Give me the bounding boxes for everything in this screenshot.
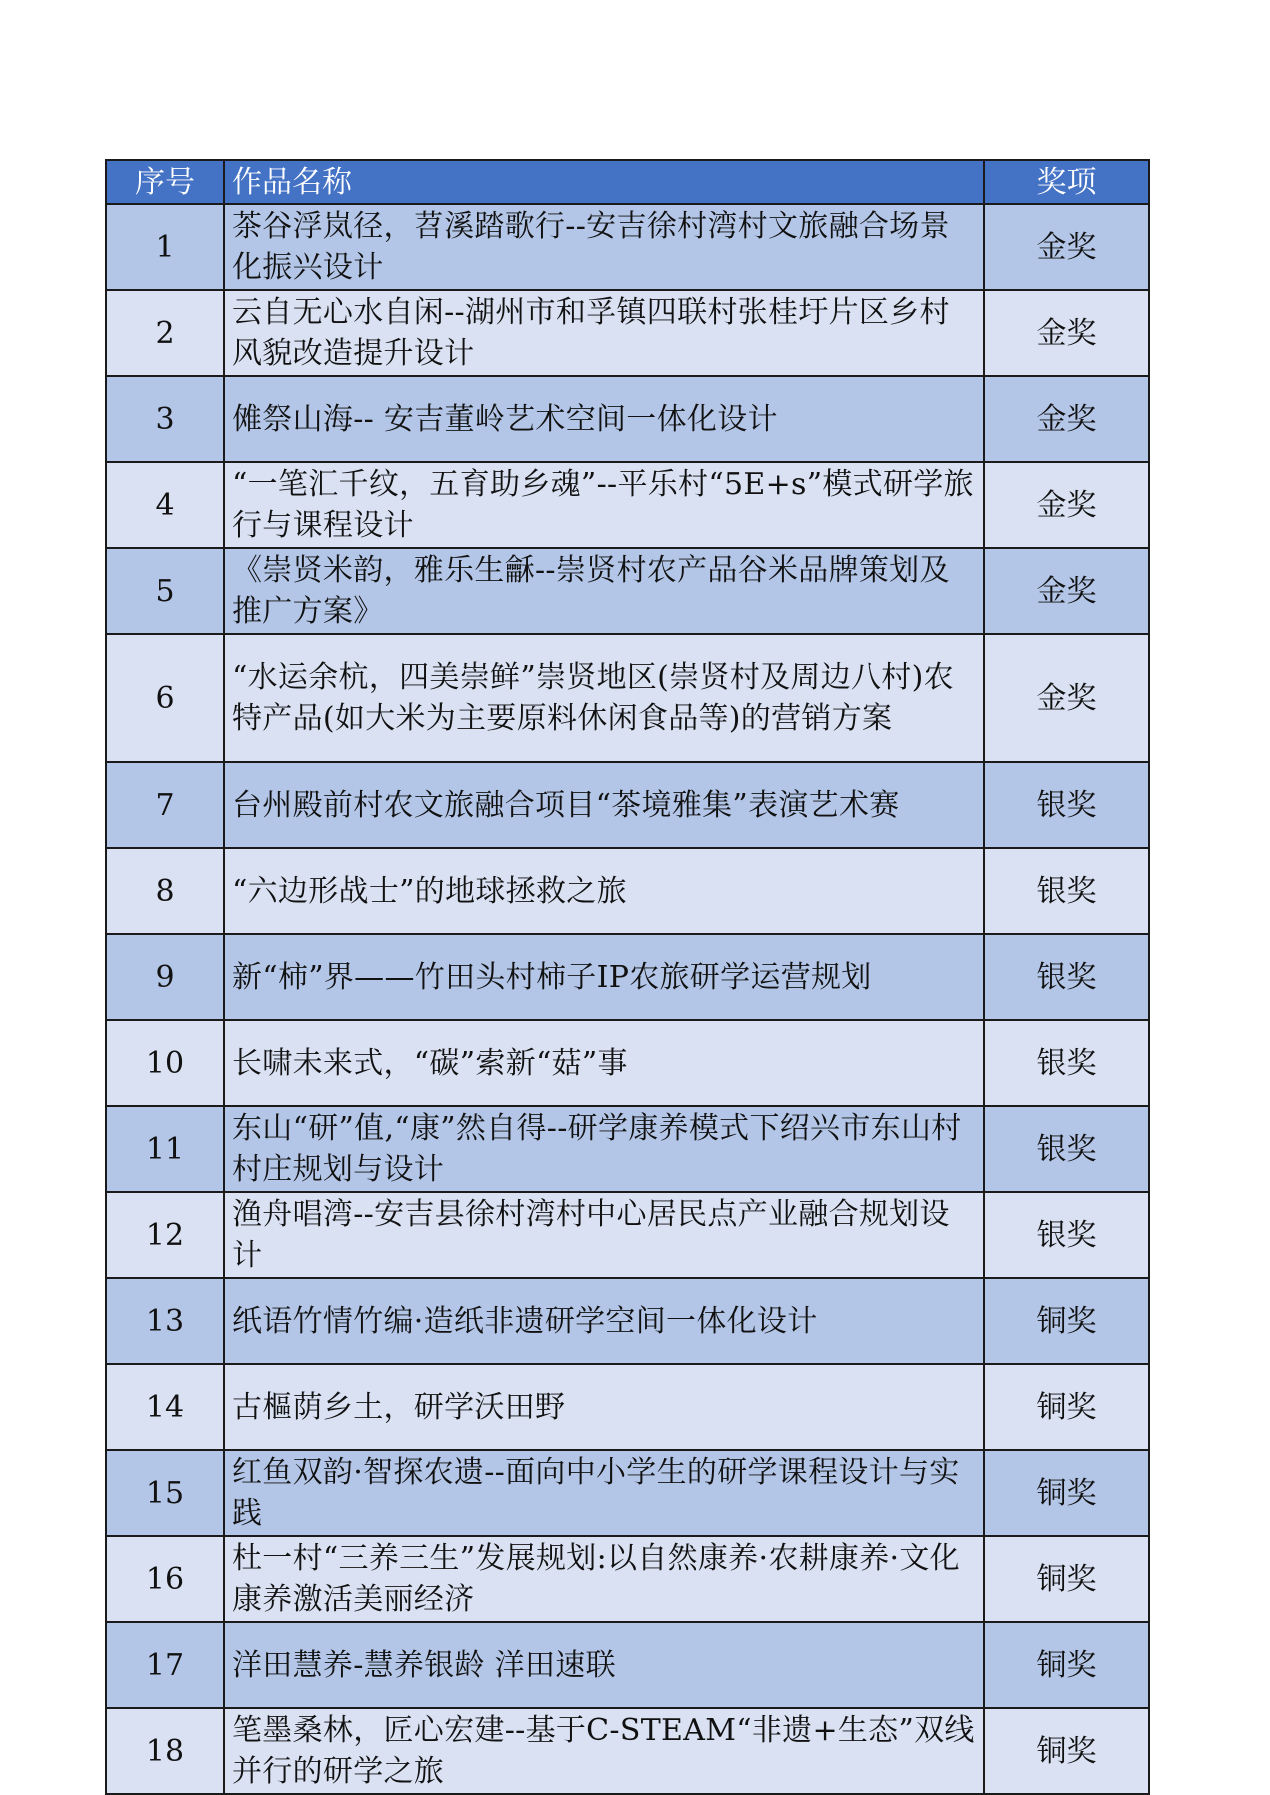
header-num: 序号 bbox=[106, 160, 224, 204]
table-row bbox=[106, 1536, 1149, 1622]
row-award: 铜奖 bbox=[984, 1622, 1149, 1708]
table-row bbox=[106, 1192, 1149, 1278]
row-title: 纸语竹情竹编·造纸非遗研学空间一体化设计 bbox=[224, 1278, 984, 1364]
row-title: 红鱼双韵·智探农遗--面向中小学生的研学课程设计与实践 bbox=[224, 1450, 984, 1536]
table-row bbox=[106, 376, 1149, 462]
row-num: 10 bbox=[106, 1020, 224, 1106]
row-num: 6 bbox=[106, 634, 224, 762]
awards-table bbox=[105, 159, 1150, 1795]
header-row bbox=[106, 160, 1149, 204]
row-num: 8 bbox=[106, 848, 224, 934]
table-row bbox=[106, 1020, 1149, 1106]
row-award: 铜奖 bbox=[984, 1450, 1149, 1536]
row-award: 银奖 bbox=[984, 934, 1149, 1020]
row-title: 茶谷浮岚径，苕溪踏歌行--安吉徐村湾村文旅融合场景化振兴设计 bbox=[224, 204, 984, 290]
row-title: 东山“研”值,“康”然自得--研学康养模式下绍兴市东山村村庄规划与设计 bbox=[224, 1106, 984, 1192]
row-num: 12 bbox=[106, 1192, 224, 1278]
row-award: 银奖 bbox=[984, 1106, 1149, 1192]
row-award: 银奖 bbox=[984, 1192, 1149, 1278]
row-award: 银奖 bbox=[984, 848, 1149, 934]
row-title: 《崇贤米韵，雅乐生龢--崇贤村农产品谷米品牌策划及推广方案》 bbox=[224, 548, 984, 634]
row-num: 5 bbox=[106, 548, 224, 634]
table-row bbox=[106, 548, 1149, 634]
row-num: 13 bbox=[106, 1278, 224, 1364]
row-award: 铜奖 bbox=[984, 1708, 1149, 1794]
table-row bbox=[106, 462, 1149, 548]
table-row bbox=[106, 204, 1149, 290]
row-title: 笔墨桑林，匠心宏建--基于C-STEAM“非遗+生态”双线并行的研学之旅 bbox=[224, 1708, 984, 1794]
row-award: 银奖 bbox=[984, 1020, 1149, 1106]
table-row bbox=[106, 1622, 1149, 1708]
header-title: 作品名称 bbox=[224, 160, 984, 204]
row-award: 金奖 bbox=[984, 204, 1149, 290]
row-num: 17 bbox=[106, 1622, 224, 1708]
row-title: “水运余杭，四美崇鲜”崇贤地区(崇贤村及周边八村)农特产品(如大米为主要原料休闲食品等)的营销方案 bbox=[224, 634, 984, 762]
table-row bbox=[106, 1278, 1149, 1364]
row-title: 新“柿”界——竹田头村柿子IP农旅研学运营规划 bbox=[224, 934, 984, 1020]
row-title: 杜一村“三养三生”发展规划:以自然康养·农耕康养·文化康养激活美丽经济 bbox=[224, 1536, 984, 1622]
row-num: 4 bbox=[106, 462, 224, 548]
row-title: 长啸未来式，“碳”索新“菇”事 bbox=[224, 1020, 984, 1106]
table-row bbox=[106, 634, 1149, 762]
table-row bbox=[106, 934, 1149, 1020]
row-award: 铜奖 bbox=[984, 1364, 1149, 1450]
table-row bbox=[106, 1106, 1149, 1192]
table-row bbox=[106, 290, 1149, 376]
row-num: 1 bbox=[106, 204, 224, 290]
row-title: 渔舟唱湾--安吉县徐村湾村中心居民点产业融合规划设计 bbox=[224, 1192, 984, 1278]
row-award: 银奖 bbox=[984, 762, 1149, 848]
row-num: 2 bbox=[106, 290, 224, 376]
header-award: 奖项 bbox=[984, 160, 1149, 204]
row-num: 3 bbox=[106, 376, 224, 462]
row-award: 铜奖 bbox=[984, 1536, 1149, 1622]
row-title: 洋田慧养-慧养银龄 洋田速联 bbox=[224, 1622, 984, 1708]
row-title: 台州殿前村农文旅融合项目“茶境雅集”表演艺术赛 bbox=[224, 762, 984, 848]
table-row bbox=[106, 848, 1149, 934]
table-row bbox=[106, 1364, 1149, 1450]
row-num: 7 bbox=[106, 762, 224, 848]
row-award: 金奖 bbox=[984, 462, 1149, 548]
row-title: 云自无心水自闲--湖州市和孚镇四联村张桂圩片区乡村风貌改造提升设计 bbox=[224, 290, 984, 376]
row-title: “一笔汇千纹，五育助乡魂”--平乐村“5E+s”模式研学旅行与课程设计 bbox=[224, 462, 984, 548]
row-num: 9 bbox=[106, 934, 224, 1020]
row-award: 金奖 bbox=[984, 290, 1149, 376]
row-title: 古樞荫乡土，研学沃田野 bbox=[224, 1364, 984, 1450]
table-row bbox=[106, 762, 1149, 848]
row-num: 18 bbox=[106, 1708, 224, 1794]
table-row bbox=[106, 1708, 1149, 1794]
row-award: 金奖 bbox=[984, 376, 1149, 462]
row-title: 傩祭山海-- 安吉董岭艺术空间一体化设计 bbox=[224, 376, 984, 462]
table-row bbox=[106, 1450, 1149, 1536]
row-num: 15 bbox=[106, 1450, 224, 1536]
row-title: “六边形战士”的地球拯救之旅 bbox=[224, 848, 984, 934]
row-award: 金奖 bbox=[984, 548, 1149, 634]
row-award: 铜奖 bbox=[984, 1278, 1149, 1364]
row-num: 16 bbox=[106, 1536, 224, 1622]
row-award: 金奖 bbox=[984, 634, 1149, 762]
row-num: 11 bbox=[106, 1106, 224, 1192]
row-num: 14 bbox=[106, 1364, 224, 1450]
